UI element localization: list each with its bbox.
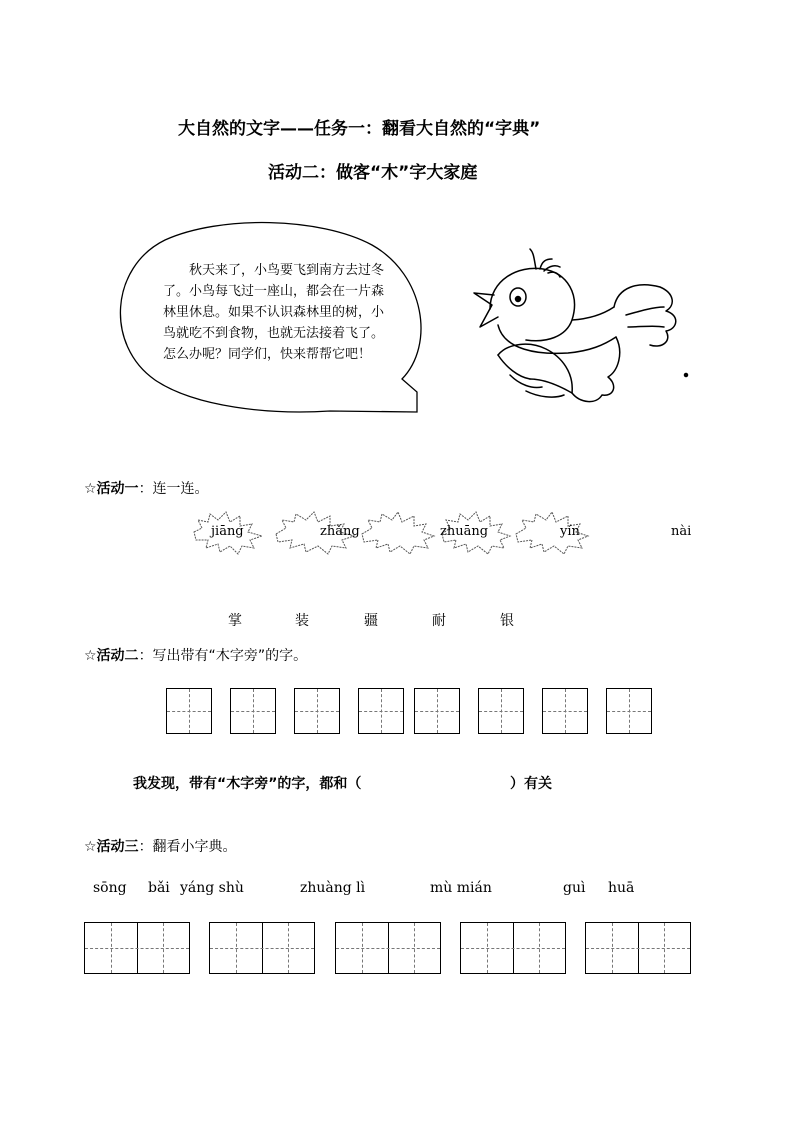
activity1-pinyin-3: zhuāng — [440, 524, 489, 539]
word-writing-box[interactable] — [460, 922, 566, 974]
writing-box[interactable] — [166, 688, 212, 734]
activity1-pinyin-2: zhǎng — [320, 524, 360, 539]
finding-suffix: ）有关 — [510, 776, 552, 792]
activity1-pinyin-5: nài — [671, 524, 692, 539]
story-text: 秋天来了，小鸟要飞到南方去过冬了。小鸟每飞过一座山，都会在一片森林里休息。如果不认识森林里的树，小鸟就吃不到食物，也就无法接着飞了。怎么办呢？同学们，快来帮帮它吧！ — [163, 263, 385, 362]
maple-leaf-icon — [358, 510, 438, 556]
activity3-pinyin-2: bǎi — [148, 880, 170, 896]
activity3-heading — [84, 836, 237, 856]
activity2-heading — [84, 645, 307, 665]
word-writing-box[interactable] — [335, 922, 441, 974]
activity1-char-4: 耐 — [432, 613, 446, 629]
activity3-label: ☆活动三 — [84, 839, 139, 855]
finding-answer-blank[interactable] — [404, 770, 508, 792]
word-writing-box[interactable] — [585, 922, 691, 974]
writing-box[interactable] — [478, 688, 524, 734]
activity1-pinyin-4: yín — [560, 524, 580, 539]
activity1-label: ☆活动一 — [84, 481, 139, 497]
writing-box[interactable] — [542, 688, 588, 734]
activity1-char-1: 掌 — [228, 613, 242, 629]
activity3-instruction: ：翻看小字典。 — [138, 839, 237, 855]
activity1-char-2: 装 — [295, 613, 309, 629]
activity1-char-5: 银 — [500, 613, 514, 629]
writing-box[interactable] — [358, 688, 404, 734]
writing-box[interactable] — [606, 688, 652, 734]
activity1-instruction: ：连一连。 — [138, 481, 209, 497]
writing-box[interactable] — [230, 688, 276, 734]
activity2-instruction: ：写出带有“木字旁”的字。 — [138, 648, 308, 664]
page-subtitle: 活动二：做客“木”字大家庭 — [268, 163, 478, 183]
writing-box[interactable] — [294, 688, 340, 734]
activity3-pinyin-7: huā — [608, 880, 635, 896]
bird-illustration — [468, 245, 698, 415]
activity3-pinyin-4: zhuàng lì — [300, 880, 366, 896]
activity3-pinyin-5: mù mián — [430, 880, 492, 896]
activity3-pinyin-6: guì — [563, 880, 586, 896]
word-writing-box[interactable] — [84, 922, 190, 974]
activity2-label: ☆活动二 — [84, 648, 139, 664]
activity1-char-3: 疆 — [364, 613, 378, 629]
page-title: 大自然的文字——任务一：翻看大自然的“字典” — [178, 119, 541, 139]
activity1-pinyin-1: jiāng — [211, 524, 244, 539]
word-writing-box[interactable] — [209, 922, 315, 974]
writing-box[interactable] — [414, 688, 460, 734]
activity3-pinyin-3: yáng shù — [180, 880, 244, 896]
maple-leaf-icon — [512, 510, 592, 556]
finding-prefix: 我发现，带有“木字旁”的字，都和（ — [133, 776, 362, 792]
activity1-heading — [84, 478, 209, 498]
activity3-pinyin-1: sōng — [93, 880, 127, 896]
